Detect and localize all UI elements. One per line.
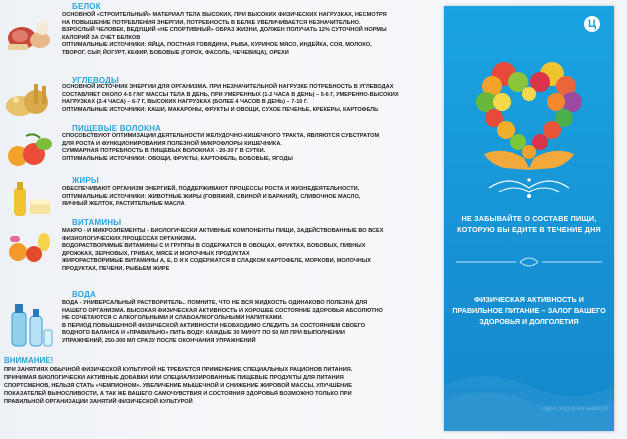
text-line: ВОДНОГО БАЛАНСА И «ПРАВИЛЬНО» ПИТЬ ВОДУ: КАЖДЫЕ 30 МИНУТ ПО 50 МЛ ПРИ ВЫПОЛНЕНИИ [62,330,345,337]
section-title: БЕЛОК [72,2,101,11]
text-line: ПРИ ЗАНЯТИЯХ ОБЫЧНОЙ ФИЗИЧЕСКОЙ КУЛЬТУРОЙ НЕ ТРЕБУЕТСЯ ПРИМЕНЕНИЕ СПЕЦИАЛЬНЫХ РАЦИОНОВ ПИТАНИЯ. [4,367,353,373]
meat-icon [4,14,54,54]
section-title: ПИЩЕВЫЕ ВОЛОКНА [72,124,162,133]
vitamins-icon [4,228,54,268]
oil-icon [4,180,54,220]
section-body [62,12,440,58]
info-panel [444,6,614,431]
text-line: ЖИРОРАСТВОРИМЫЕ ВИТАМИНЫ А, Е, D И К СОДЕРЖАТСЯ В СЛАДКОМ КАРТОФЕЛЕ, МОРКОВИ, МОЛОЧНЫХ [62,258,372,265]
ornament-divider-icon [479,174,579,200]
section-body [62,228,440,274]
text-line: ОБЕСПЕЧИВАЮТ ОРГАНИЗМ ЭНЕРГИЕЙ, ПОДДЕРЖИВАЮТ ПРОЦЕССЫ РОСТА И ЖИЗНЕДЕЯТЕЛЬНОСТИ. [62,186,360,192]
text-line: УПРАЖНЕНИЙ, 250-300 МЛ СРАЗУ ПОСЛЕ ОКОНЧАНИЯ УПРАЖНЕНИЙ [62,337,256,344]
text-line: СПОРТСМЕНОВ, НЕЛЬЗЯ СТАТЬ «ЧЕМПИОНОМ». УВЕЛИЧЕНИЕ МЫШЕЧНОЙ И СНИЖЕНИЕ ЖИРОВОЙ МАССЫ, УЛУЧШЕНИЕ [4,382,352,389]
logo: Ц [584,16,600,32]
section-title: ЖИРЫ [72,176,99,185]
section-title: УГЛЕВОДЫ [72,76,120,85]
text-line: ПРИНИМАЯ БИОЛОГИЧЕСКИ АКТИВНЫЕ ДОБАВКИ ИЛИ СПЕЦИАЛИЗИРОВАННЫЕ ПИЩЕВЫЕ ПРОДУКТЫ ДЛЯ ПИТАНИЯ [4,374,344,381]
text-line: НЕ СОЧЕТАЮТСЯ С АЛКОГОЛЬНЫМИ И СЛАБОАЛКОГОЛЬНЫМИ НАПИТКАМИ. [62,315,284,322]
text-line: ПРАВИЛЬНОЙ ОРГАНИЗАЦИИ ЗАНЯТИЙ ФИЗИЧЕСКОЙ КУЛЬТУРОЙ [4,398,193,405]
text-line: СОСТАВЛЯЕТ ОКОЛО 4-5 Г/КГ МАССЫ ТЕЛА В ДЕНЬ, ПРИ УМЕРЕННЫХ (1-2 ЧАСА В ДЕНЬ) – 5-6 Г, УМЕРЕННО-ВЫСОКИХ [62,91,399,98]
section-body [62,84,440,114]
text-line: ДРОЖЖАХ, ЗЕРНОВЫХ, ГРИБАХ, МЯСЕ И МОЛОЧНЫХ ПРОДУКТАХ [62,250,250,257]
section-title: ВИТАМИНЫ [72,218,122,227]
ornament-pattern-icon [444,346,614,431]
text-line: ФИЗИОЛОГИЧЕСКИХ ПРОЦЕССАХ ОРГАНИЗМА. [62,235,197,242]
text-line: СПОСОБСТВУЮТ ОПТИМИЗАЦИИ ДЕЯТЕЛЬНОСТИ ЖЕЛУДОЧНО-КИШЕЧНОГО ТРАКТА, ЯВЛЯЮТСЯ СУБСТРАТОМ [62,133,380,139]
website-watermark: cgon.rospotrebnadzor.ru [542,406,608,412]
text-line: НАШЕГО ОРГАНИЗМА. ВЫСОКАЯ ФИЗИЧЕСКАЯ АКТИВНОСТЬ И ХОРОШЕЕ СОСТОЯНИЕ ЗДОРОВЬЯ АБСОЛЮТНО [62,307,383,314]
slogan-text: ФИЗИЧЕСКАЯ АКТИВНОСТЬ И ПРАВИЛЬНОЕ ПИТАНИЕ – ЗАЛОГ ВАШЕГО ЗДОРОВЬЯ И ДОЛГОЛЕТИЯ [452,295,606,326]
text-line: КАЛОРИЙ ЗА СЧЕТ БЕЛКОВ [62,34,141,41]
text-line: ВОДА - УНИВЕРСАЛЬНЫЙ РАСТВОРИТЕЛЬ.. ПОМНИТЕ, ЧТО НЕ ВСЯ ЖИДКОСТЬ ОДИНАКОВО ПОЛЕЗНА ДЛЯ [62,300,368,306]
text-line: ЯИЧНЫЙ ЖЕЛТОК, РАСТИТЕЛЬНЫЕ МАСЛА [62,201,185,208]
text-line: ОПТИМАЛЬНЫЕ ИСТОЧНИКИ: ОВОЩИ, ФРУКТЫ, КАРТОФЕЛЬ, БОБОВЫЕ, ЯГОДЫ [62,155,293,162]
ornament-divider-icon [450,256,608,268]
text-line: В ПЕРИОД ПОВЫШЕННОЙ ФИЗИЧЕСКОЙ АКТИВНОСТИ НЕОБХОДИМО СЛЕДИТЬ ЗА СОСТОЯНИЕМ СВОЕГО [62,322,366,329]
text-line: ОПТИМАЛЬНЫЕ ИСТОЧНИКИ: ЯЙЦА, ПОСТНАЯ ГОВЯДИНА, РЫБА, КУРИНОЕ МЯСО, ИНДЕЙКА, СОЯ, МОЛОКО, [62,42,372,49]
reminder-text: НЕ ЗАБЫВАЙТЕ О СОСТАВЕ ПИЩИ, КОТОРУЮ ВЫ ЕДИТЕ В ТЕЧЕНИЕ ДНЯ [457,214,601,234]
text-line: ОПТИМАЛЬНЫЕ ИСТОЧНИКИ: ЖИВОТНЫЕ ЖИРЫ (ГОВЯЖИЙ, СВИНОЙ И БАРАНИЙ), СЛИВОЧНОЕ МАСЛО, [62,193,361,200]
section-title: ВОДА [72,290,96,299]
text-line: ТВОРОГ, СЫР, ЙОГУРТ, КЕФИР, БОБОВЫЕ (ГОРОХ, ФАСОЛЬ, ЧЕЧЕВИЦА), ОРЕХИ [62,49,289,56]
text-line: ДЛЯ РОСТА И ФУНКЦИОНИРОВАНИЯ ПОЛЕЗНОЙ МИКРОФЛОРЫ КИШЕЧНИКА. [62,140,282,147]
text-line: СУММАРНАЯ ПОТРЕБНОСТЬ В ПИЩЕВЫХ ВОЛОКНАХ - 20-30 Г В СУТКИ. [62,148,266,155]
text-line: МАКРО - И МИКРОЭЛЕМЕНТЫ - БИОЛОГИЧЕСКИ АКТИВНЫЕ КОМПОНЕНТЫ ПИЩИ, ЗАДЕЙСТВОВАННЫЕ ВО ВСЕХ [62,228,384,234]
water-bottle-icon [4,300,54,350]
text-line: НА ПОВЫШЕНИЕ ПОТРЕБЛЕНИЯ ЭНЕРГИИ, ПОТРЕБНОСТЬ В БЕЛКЕ УВЕЛИЧИВАЕТСЯ НЕЗНАЧИТЕЛЬНО. [62,19,361,26]
warning-title: ВНИМАНИЕ! [4,356,54,365]
section-body [62,186,440,209]
warning-body [4,367,436,407]
text-line: ОПТИМАЛЬНЫЕ ИСТОЧНИКИ: КАШИ, МАКАРОНЫ, ФРУКТЫ И ОВОЩИ, СУХОЕ ПЕЧЕНЬЕ, КРЕКЕРЫ, КАРТОФЕЛЬ [62,106,379,113]
text-line: ВЗРОСЛЫЙ ЧЕЛОВЕК, ВЕДУЩИЙ «НЕ СПОРТИВНЫЙ» ОБРАЗ ЖИЗНИ, ДОЛЖЕН ПОЛУЧАТЬ 12% СУТОЧНОЙ НОРМЫ [62,27,387,34]
fruit-heart-illustration [464,46,594,176]
text-line: ПОКАЗАТЕЛЕЙ ВЫНОСЛИВОСТИ, А ТАК ЖЕ ВАШЕГО САМОЧУВСТВИЯ И СОСТОЯНИЯ ЗДОРОВЬЯ ВОЗМОЖНО ТОЛЬКО ПРИ [4,390,352,397]
text-line: ПРОДУКТАХ, ПЕЧЕНИ, РЫБЬЕМ ЖИРЕ [62,265,170,272]
text-line: НАГРУЗКАХ (2-4 ЧАСА) – 6-7 Г, ВЫСОКИХ НАГРУЗКАХ (БОЛЕЕ 4 ЧАСОВ В ДЕНЬ) – 7-10 Г. [62,99,308,106]
text-line: ВОДОРАСТВОРИМЫЕ ВИТАМИНЫ С И ГРУППЫ В СОДЕРЖАТСЯ В ОВОЩАХ, ФРУКТАХ, БОБОВЫХ, ПИВНЫХ [62,243,366,250]
grain-icon [4,80,54,120]
text-line: ОСНОВНОЙ «СТРОИТЕЛЬНЫЙ» МАТЕРИАЛ ТЕЛА ВЫСОКИХ, ПРИ ВЫСОКИХ ФИЗИЧЕСКИХ НАГРУЗКАХ, НЕСМОТРЯ [62,12,387,18]
section-body [62,133,440,163]
section-body [62,300,440,346]
text-line: ОСНОВНОЙ ИСТОЧНИК ЭНЕРГИИ ДЛЯ ОРГАНИЗМА. ПРИ НЕЗНАЧИТЕЛЬНОЙ НАГРУЗКЕ ПОТРЕБНОСТЬ В УГЛЕВОДАХ [62,84,394,90]
fruit-icon [4,130,54,170]
